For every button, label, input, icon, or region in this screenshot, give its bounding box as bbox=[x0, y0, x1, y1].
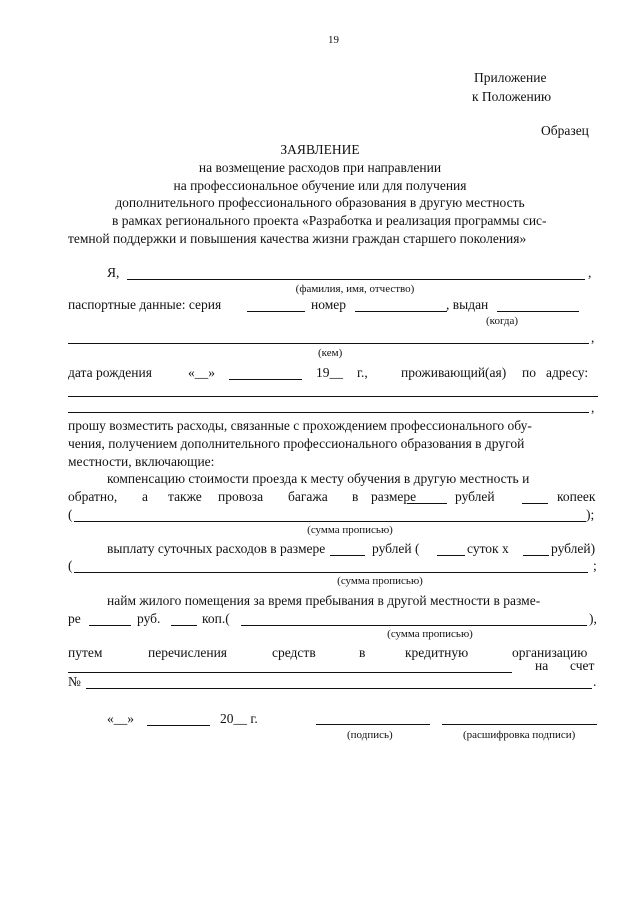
housing-kop-label: коп.( bbox=[202, 611, 230, 626]
number-sign: № bbox=[68, 674, 81, 689]
residing-label: проживающий(ая) bbox=[401, 365, 507, 380]
housing-words-field[interactable] bbox=[241, 625, 587, 626]
transfer-word-3: средств bbox=[272, 645, 316, 660]
birth-day-field[interactable]: «__» bbox=[188, 365, 215, 380]
request-line-1: прошу возместить расходы, связанные с прохождением профессионального обу- bbox=[68, 418, 532, 433]
issued-by-field[interactable] bbox=[68, 343, 589, 344]
travel-word-3: также bbox=[168, 489, 202, 504]
transfer-word-1: путем bbox=[68, 645, 103, 660]
caption-signature: (подпись) bbox=[347, 729, 393, 741]
housing-words-close: ), bbox=[589, 611, 597, 626]
caption-amount-words-3: (сумма прописью) bbox=[387, 628, 473, 640]
travel-words-open: ( bbox=[68, 507, 73, 522]
daily-label: выплату суточных расходов в размере bbox=[107, 541, 326, 556]
sign-year-field[interactable]: 20__ г. bbox=[220, 711, 258, 726]
account-period: . bbox=[593, 674, 597, 689]
subtitle-line-3: дополнительного профессионального образования в другую местность bbox=[115, 195, 525, 210]
travel-words-field[interactable] bbox=[74, 521, 586, 522]
birth-label: дата рождения bbox=[68, 365, 152, 380]
travel-rub-field[interactable] bbox=[407, 503, 447, 504]
signature-field[interactable] bbox=[316, 724, 430, 725]
daily-words-open: ( bbox=[68, 558, 73, 573]
passport-number-field[interactable] bbox=[355, 311, 447, 312]
housing-rub-field[interactable] bbox=[89, 625, 131, 626]
daily-rub-field[interactable] bbox=[330, 555, 365, 556]
passport-series-field[interactable] bbox=[247, 311, 305, 312]
transfer-word-2: перечисления bbox=[148, 645, 228, 660]
caption-by-whom: (кем) bbox=[318, 347, 343, 359]
sign-day-field[interactable]: «__» bbox=[107, 711, 134, 726]
issued-by-comma: , bbox=[591, 330, 595, 345]
daily-days-field[interactable] bbox=[437, 555, 465, 556]
page-number: 19 bbox=[328, 34, 339, 46]
account-label: счет bbox=[570, 658, 595, 673]
bank-name-field[interactable] bbox=[68, 672, 512, 673]
on-label: на bbox=[535, 658, 549, 673]
housing-rub-label: руб. bbox=[137, 611, 161, 626]
sample-label: Образец bbox=[541, 123, 589, 138]
sign-month-field[interactable] bbox=[147, 725, 210, 726]
caption-fio: (фамилия, имя, отчество) bbox=[295, 283, 415, 295]
caption-amount-words-1: (сумма прописью) bbox=[307, 524, 393, 536]
travel-word-6: в bbox=[352, 489, 359, 504]
transfer-word-5: кредитную bbox=[405, 645, 469, 660]
travel-word-2: а bbox=[142, 489, 148, 504]
signature-decoding-field[interactable] bbox=[442, 724, 597, 725]
daily-words-semicolon: ; bbox=[593, 558, 597, 573]
subtitle-line-4: в рамках регионального проекта «Разработка и реализация программы сис- bbox=[112, 213, 547, 228]
year-abbr: г., bbox=[357, 365, 368, 380]
subtitle-line-1: на возмещение расходов при направлении bbox=[198, 160, 442, 175]
birth-year-field[interactable]: 19__ bbox=[316, 365, 343, 380]
appendix-line-1: Приложение bbox=[474, 70, 547, 85]
i-prefix: Я, bbox=[107, 265, 120, 280]
request-line-3: местности, включающие: bbox=[68, 454, 215, 469]
passport-label: паспортные данные: серия bbox=[68, 297, 222, 312]
travel-rub-label: рублей bbox=[455, 489, 495, 504]
fio-comma: , bbox=[588, 265, 592, 280]
travel-word-4: провоза bbox=[218, 489, 264, 504]
transfer-word-6: организацию bbox=[512, 645, 588, 660]
travel-kop-field[interactable] bbox=[522, 503, 548, 504]
issued-when-field[interactable] bbox=[497, 311, 579, 312]
travel-words-close: ); bbox=[586, 507, 595, 522]
address-comma: , bbox=[591, 400, 595, 415]
housing-kop-field[interactable] bbox=[171, 625, 197, 626]
caption-when: (когда) bbox=[486, 315, 519, 327]
subtitle-line-5: темной поддержки и повышения качества жизни граждан старшего поколения» bbox=[68, 231, 527, 246]
travel-line-1: компенсацию стоимости проезда к месту обучения в другую местность и bbox=[107, 471, 530, 486]
daily-rub-label: рублей ( bbox=[372, 541, 420, 556]
travel-word-7: размере bbox=[371, 489, 417, 504]
subtitle-line-2: на профессиональное обучение или для получения bbox=[173, 178, 467, 193]
appendix-line-2: к Положению bbox=[472, 89, 552, 104]
address-label: адресу: bbox=[546, 365, 589, 380]
housing-re: ре bbox=[68, 611, 81, 626]
address-field-1[interactable] bbox=[68, 396, 598, 397]
travel-word-1: обратно, bbox=[68, 489, 118, 504]
travel-kop-label: копеек bbox=[557, 489, 596, 504]
daily-rub-close: рублей) bbox=[551, 541, 596, 556]
address-field-2[interactable] bbox=[68, 412, 589, 413]
document-title: ЗАЯВЛЕНИЕ bbox=[280, 142, 360, 157]
account-number-field[interactable] bbox=[86, 688, 592, 689]
fio-field[interactable] bbox=[127, 279, 585, 280]
caption-decoding: (расшифровка подписи) bbox=[463, 729, 576, 741]
housing-line-1: найм жилого помещения за время пребывания в другой местности в разме- bbox=[107, 593, 541, 608]
travel-word-5: багажа bbox=[288, 489, 328, 504]
request-line-2: чения, получением дополнительного профессионального образования в другой bbox=[68, 436, 525, 451]
issued-label: , выдан bbox=[446, 297, 489, 312]
daily-rate-field[interactable] bbox=[523, 555, 549, 556]
daily-words-field[interactable] bbox=[74, 572, 588, 573]
birth-month-field[interactable] bbox=[229, 379, 302, 380]
transfer-word-4: в bbox=[359, 645, 366, 660]
caption-amount-words-2: (сумма прописью) bbox=[337, 575, 423, 587]
passport-number-label: номер bbox=[311, 297, 347, 312]
at-label: по bbox=[522, 365, 536, 380]
daily-days-label: суток х bbox=[467, 541, 509, 556]
